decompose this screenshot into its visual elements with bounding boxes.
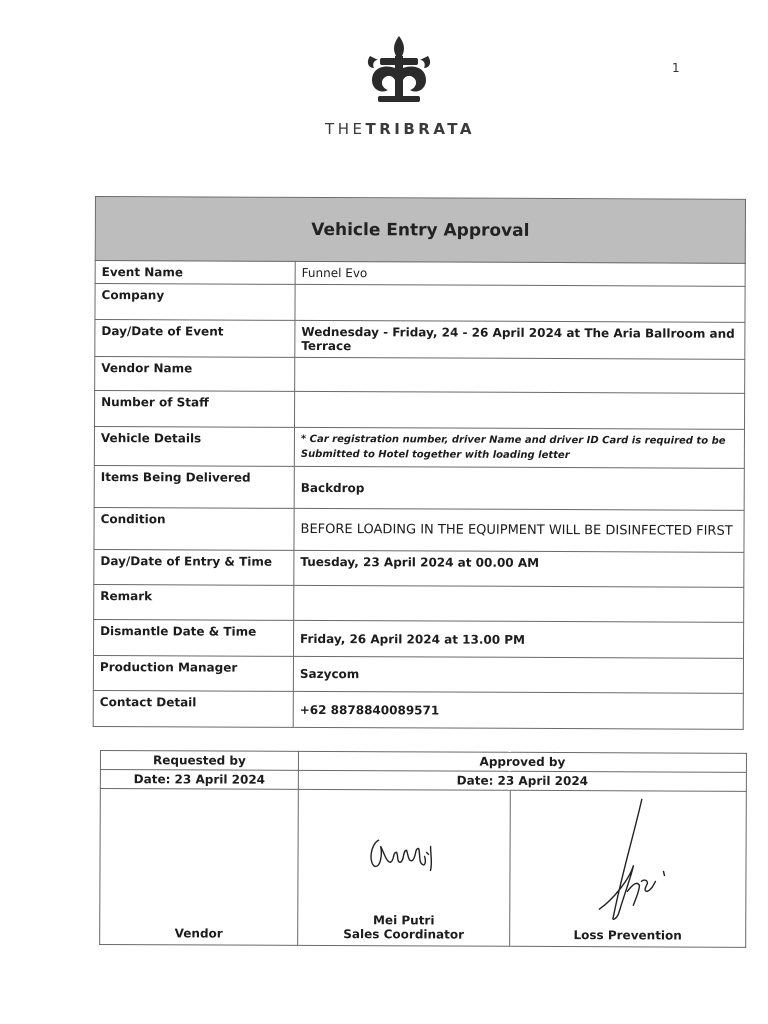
- handwritten-signature-sales: [364, 832, 444, 878]
- row-label-number-of-staff: Number of Staff: [94, 391, 294, 428]
- row-value-vehicle-details: * Car registration number, driver Name and driver ID Card is required to be Submitted to Hotel together with loading letter: [294, 427, 744, 468]
- fleur-de-lis-icon: [366, 34, 432, 106]
- row-label-entry-date: Day/Date of Entry & Time: [94, 549, 294, 585]
- row-value-event-date: Wednesday - Friday, 24 - 26 April 2024 at The Aria Ballroom and Terrace: [295, 320, 745, 359]
- row-value-number-of-staff: [294, 391, 744, 429]
- row-label-company: Company: [95, 284, 295, 321]
- sales-signature-cell: [298, 789, 511, 946]
- row-value-contact-detail: +62 8878840089571: [293, 691, 743, 729]
- row-label-dismantle-date: Dismantle Date & Time: [93, 619, 293, 656]
- vendor-label: Vendor: [174, 926, 223, 941]
- brand-name: TRIBRATA: [365, 120, 475, 138]
- row-label-production-manager: Production Manager: [93, 655, 293, 691]
- row-value-dismantle-date: Friday, 26 April 2024 at 13.00 PM: [293, 620, 743, 658]
- row-value-vendor-name: [295, 357, 745, 393]
- brand-prefix: THE: [325, 120, 366, 138]
- form-title: Vehicle Entry Approval: [95, 197, 745, 264]
- row-label-event-date: Day/Date of Event: [95, 320, 295, 358]
- requested-by-header: Requested by: [100, 751, 298, 771]
- page-number: 1: [672, 61, 680, 75]
- handwritten-signature-loss-prevention: [583, 795, 674, 925]
- row-label-items-delivered: Items Being Delivered: [94, 465, 294, 508]
- sales-title: Sales Coordinator: [343, 927, 465, 942]
- signature-table: [99, 750, 747, 948]
- row-value-production-manager: Sazycom: [293, 656, 743, 693]
- row-value-event-name: Funnel Evo: [295, 261, 745, 286]
- brand-wordmark: [290, 120, 510, 138]
- row-value-items-delivered: Backdrop: [294, 466, 744, 510]
- row-label-vehicle-details: Vehicle Details: [94, 427, 294, 467]
- approved-by-header: Approved by: [298, 751, 746, 772]
- loss-prevention-signature-cell: [510, 790, 747, 947]
- row-value-entry-date: Tuesday, 23 April 2024 at 00.00 AM: [294, 550, 744, 587]
- vendor-signature-cell: [100, 789, 299, 946]
- requested-date: Date: 23 April 2024: [100, 770, 298, 790]
- loss-prevention-label: Loss Prevention: [573, 928, 682, 943]
- row-label-condition: Condition: [94, 507, 294, 550]
- row-value-condition: BEFORE LOADING IN THE EQUIPMENT WILL BE DISINFECTED FIRST: [294, 508, 744, 552]
- row-label-contact-detail: Contact Detail: [93, 690, 293, 727]
- row-value-company: [295, 284, 745, 322]
- row-label-event-name: Event Name: [95, 261, 295, 285]
- row-label-vendor-name: Vendor Name: [95, 357, 295, 392]
- sales-name: Mei Putri: [372, 913, 435, 928]
- row-value-remark: [294, 585, 744, 622]
- vehicle-entry-form: [93, 196, 746, 730]
- approved-date: Date: 23 April 2024: [298, 770, 746, 791]
- row-label-remark: Remark: [94, 584, 294, 620]
